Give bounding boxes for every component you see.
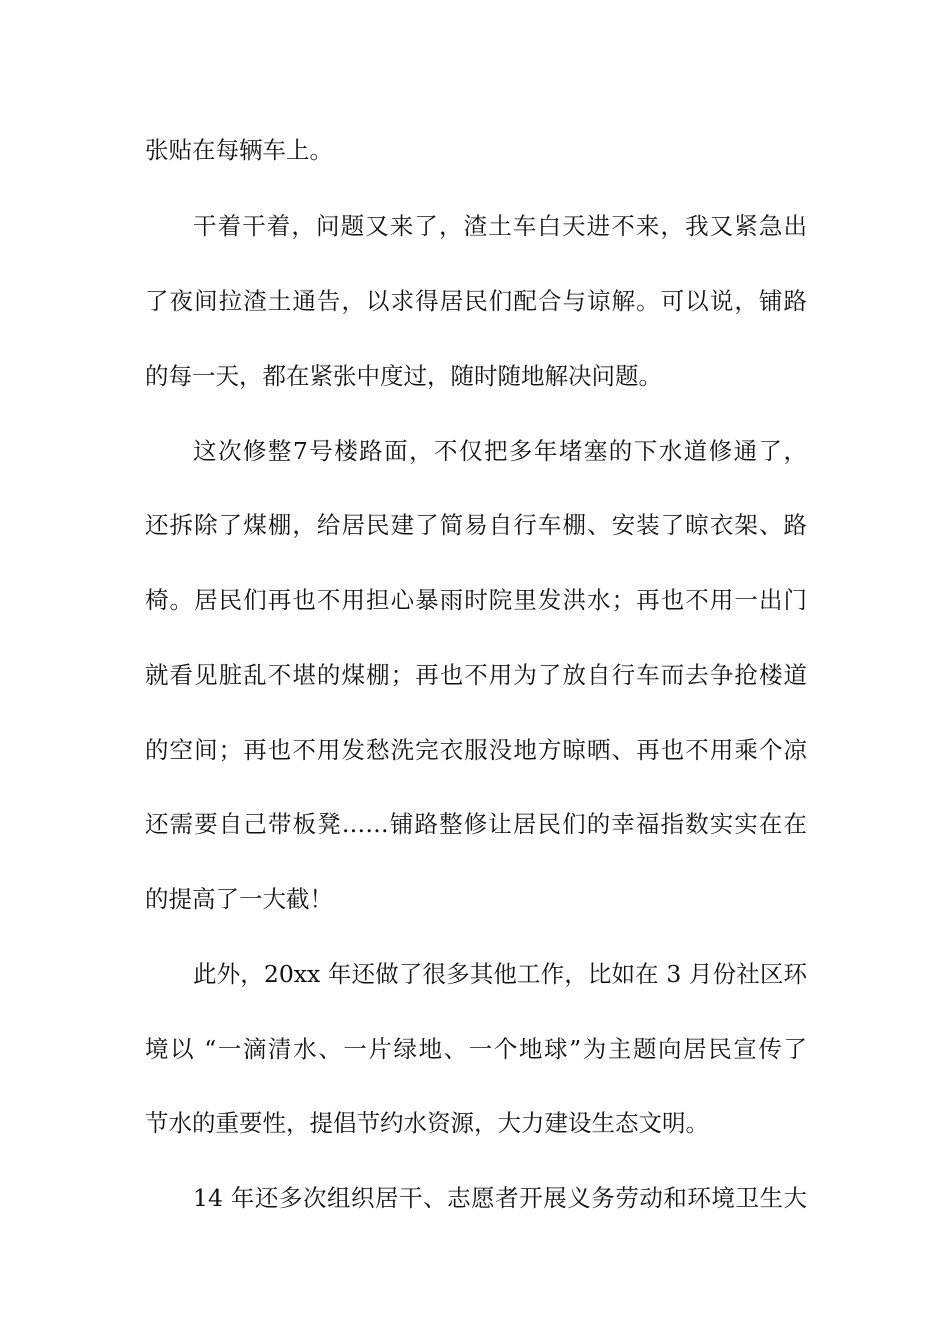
text-line: 14 年还多次组织居干、志愿者开展义务劳动和环境卫生大 xyxy=(193,1184,807,1212)
text-line: 的每一天，都在紧张中度过，随时随地解决问题。 xyxy=(145,362,662,390)
text-line: 还拆除了煤棚，给居民建了简易自行车棚、安装了晾衣架、路 xyxy=(145,511,807,539)
text-line: 境以 “一滴清水、一片绿地、一个地球”为主题向居民宣传了 xyxy=(145,1035,807,1063)
text-line: 此外，20xx 年还做了很多其他工作，比如在 3 月份社区环 xyxy=(193,960,807,988)
text-line: 干着干着，问题又来了，渣土车白天进不来，我又紧急出 xyxy=(193,212,807,240)
text-line: 还需要自己带板凳……铺路整修让居民们的幸福指数实实在在 xyxy=(145,810,807,838)
text-line: 节水的重要性，提倡节约水资源，大力建设生态文明。 xyxy=(145,1109,709,1137)
text-line: 的提高了一大截！ xyxy=(145,885,333,913)
text-line: 张贴在每辆车上。 xyxy=(145,136,333,164)
text-line: 了夜间拉渣土通告，以求得居民们配合与谅解。可以说，铺路 xyxy=(145,287,807,315)
text-line: 椅。居民们再也不用担心暴雨时院里发洪水；再也不用一出门 xyxy=(145,586,807,614)
text-line: 这次修整7号楼路面，不仅把多年堵塞的下水道修通了， xyxy=(193,437,807,465)
text-line: 的空间；再也不用发愁洗完衣服没地方晾晒、再也不用乘个凉 xyxy=(145,736,807,764)
text-line: 就看见脏乱不堪的煤棚；再也不用为了放自行车而去争抢楼道 xyxy=(145,661,807,689)
